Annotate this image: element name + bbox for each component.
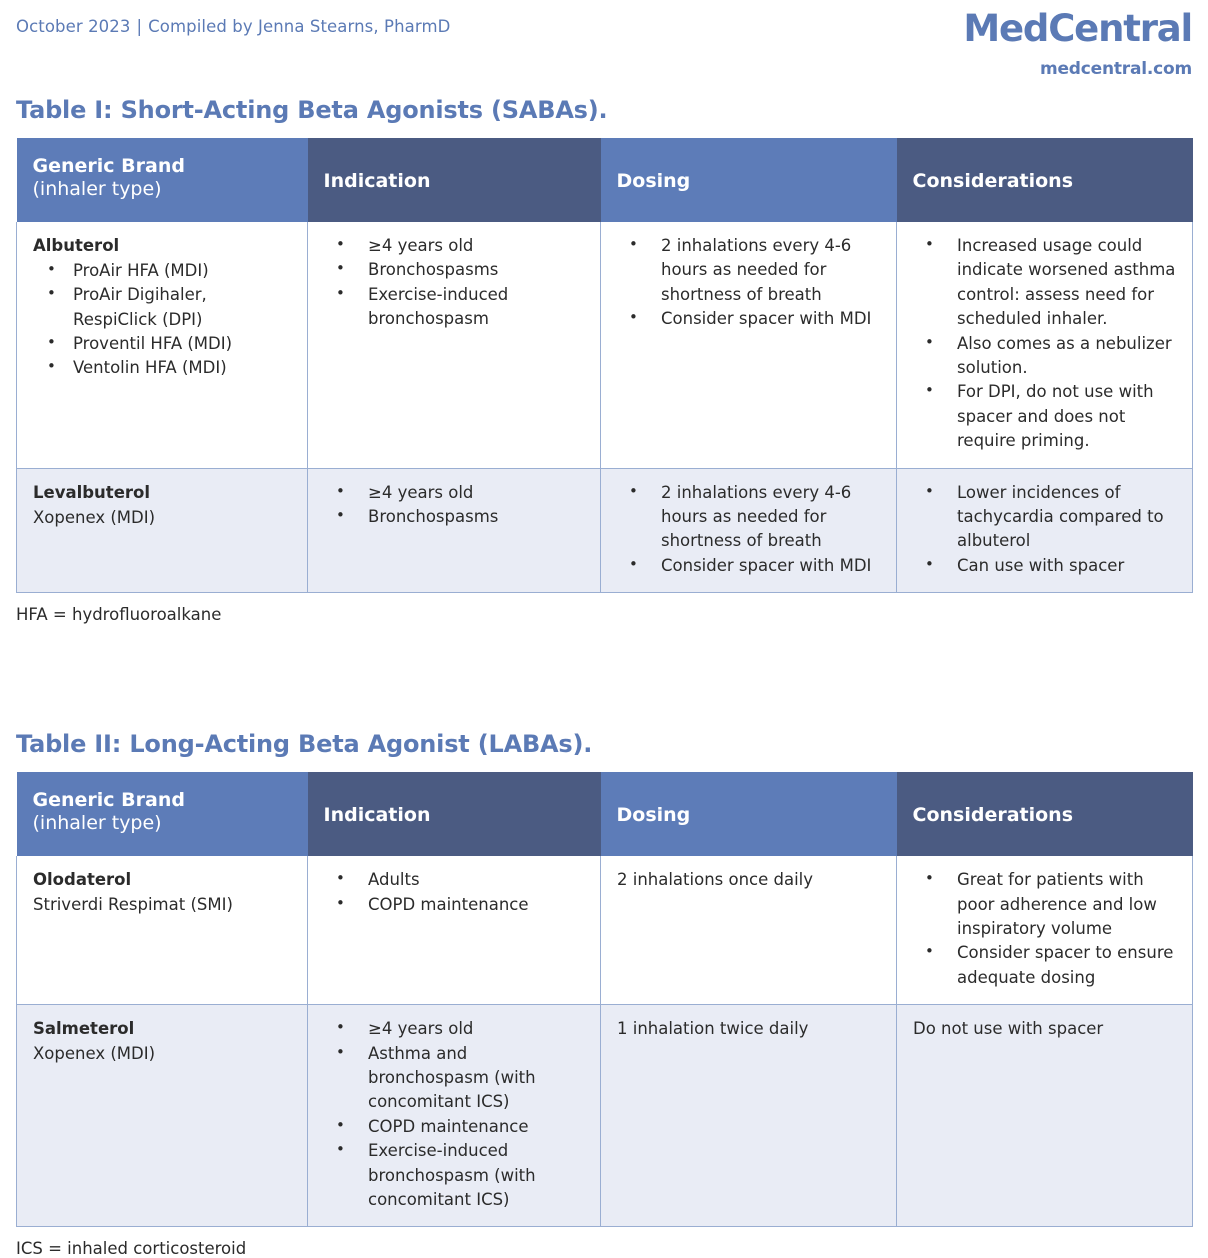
list-item: • Ventolin HFA (MDI)	[33, 356, 293, 380]
column-header-indication	[308, 772, 601, 856]
cell-generic-brand	[17, 222, 308, 468]
list-item: • 2 inhalations every 4-6 hours as needed for shortness of breath	[617, 481, 882, 554]
column-header-label: Considerations	[912, 170, 1074, 192]
dosing-list	[617, 481, 882, 579]
list-item: • COPD maintenance	[324, 893, 586, 917]
cell-indication	[308, 222, 601, 468]
table-row	[17, 468, 1193, 593]
indication-list	[324, 868, 586, 917]
list-item: • Increased usage could indicate worsened asthma control: assess need for scheduled inhaler.	[913, 234, 1178, 332]
cell-considerations	[897, 1005, 1193, 1227]
list-item: • COPD maintenance	[324, 1115, 586, 1139]
list-item: • Exercise-induced bronchospasm (with concomitant ICS)	[324, 1139, 586, 1212]
section-table-1	[0, 96, 1208, 624]
medcentral-logo: MedCentral	[963, 7, 1192, 50]
table-row	[17, 222, 1193, 468]
list-item: • Asthma and bronchospasm (with concomitant ICS)	[324, 1042, 586, 1115]
list-item: • Also comes as a nebulizer solution.	[913, 332, 1178, 381]
table-2	[16, 772, 1193, 1227]
column-header-label: Indication	[323, 170, 431, 192]
drug-generic-name: Olodaterol	[33, 870, 132, 890]
column-header-generic-brand	[17, 138, 308, 222]
list-item: • ProAir Digihaler, RespiClick (DPI)	[33, 283, 293, 332]
indication-list	[324, 234, 586, 332]
column-header-dosing	[601, 772, 897, 856]
table-1-title: Table I: Short-Acting Beta Agonists (SABAs).	[16, 96, 608, 124]
drug-generic-name: Levalbuterol	[33, 482, 151, 502]
cell-indication	[308, 1005, 601, 1227]
table-2-footnote: ICS = inhaled corticosteroid	[16, 1239, 247, 1258]
considerations-text: Do not use with spacer	[913, 1019, 1104, 1039]
list-item: • Lower incidences of tachycardia compared to albuterol	[913, 481, 1178, 554]
page-header	[0, 0, 1208, 96]
column-header-label: Dosing	[616, 804, 691, 827]
column-header-label: Dosing	[616, 170, 691, 192]
column-header-indication	[308, 138, 601, 222]
list-item: • Consider spacer with MDI	[617, 554, 882, 578]
table-2-header-row	[17, 772, 1193, 856]
list-item: • 2 inhalations every 4-6 hours as needed for shortness of breath	[617, 234, 882, 307]
cell-considerations	[897, 856, 1193, 1005]
list-item: • Can use with spacer	[913, 554, 1178, 578]
byline-separator: |	[136, 17, 143, 36]
cell-dosing	[601, 468, 897, 593]
list-item: • ≥4 years old	[324, 234, 586, 258]
cell-considerations	[897, 222, 1193, 468]
cell-dosing	[601, 222, 897, 468]
brand-block	[963, 7, 1192, 79]
table-1-footnote: HFA = hydrofluoroalkane	[16, 605, 222, 625]
column-header-considerations	[897, 138, 1193, 222]
cell-dosing	[601, 856, 897, 1005]
column-header-label: Generic Brand	[32, 155, 185, 177]
drug-brand-name: Xopenex (MDI)	[33, 507, 156, 527]
list-item: • ProAir HFA (MDI)	[33, 259, 293, 283]
considerations-list	[913, 481, 1178, 579]
drug-brand-name: Striverdi Respimat (SMI)	[33, 895, 233, 915]
list-item: • ≥4 years old	[324, 481, 586, 505]
indication-list	[324, 481, 586, 530]
list-item: • Proventil HFA (MDI)	[33, 332, 293, 356]
list-item: • Bronchospasms	[324, 505, 586, 529]
brand-list	[33, 259, 293, 381]
table-2-title: Table II: Long-Acting Beta Agonist (LABAs).	[16, 730, 593, 759]
table-1	[16, 138, 1193, 593]
table-row	[17, 1005, 1193, 1227]
drug-generic-name: Salmeterol	[33, 1019, 135, 1039]
column-header-label: Indication	[323, 804, 431, 827]
list-item: • For DPI, do not use with spacer and does not require priming.	[913, 380, 1178, 453]
indication-list	[324, 1017, 586, 1212]
list-item: • Consider spacer with MDI	[617, 307, 882, 331]
dosing-list	[617, 234, 882, 332]
cell-indication	[308, 856, 601, 1005]
table-row	[17, 856, 1193, 1005]
drug-generic-name: Albuterol	[33, 235, 120, 255]
column-header-sublabel: (inhaler type)	[32, 812, 162, 835]
cell-generic-brand	[17, 856, 308, 1005]
brand-website-link[interactable]: medcentral.com	[1039, 58, 1192, 79]
drug-brand-name: Xopenex (MDI)	[33, 1044, 156, 1064]
section-spacer	[0, 624, 1208, 730]
list-item: • Adults	[324, 868, 586, 892]
byline	[16, 17, 450, 36]
dosing-text: 2 inhalations once daily	[617, 870, 814, 890]
section-table-2	[0, 730, 1208, 1258]
cell-generic-brand	[17, 1005, 308, 1227]
list-item: • Bronchospasms	[324, 258, 586, 282]
list-item: • Consider spacer to ensure adequate dosing	[913, 941, 1178, 990]
list-item: • Exercise-induced bronchospasm	[324, 283, 586, 332]
table-1-header-row	[17, 138, 1193, 222]
column-header-label: Generic Brand	[32, 789, 185, 812]
column-header-considerations	[897, 772, 1193, 856]
list-item: • Great for patients with poor adherence and low inspiratory volume	[913, 868, 1178, 941]
cell-considerations	[897, 468, 1193, 593]
publication-date: October 2023	[16, 17, 131, 36]
compiled-by: Compiled by Jenna Stearns, PharmD	[148, 17, 451, 36]
column-header-label: Considerations	[912, 804, 1074, 827]
column-header-generic-brand	[17, 772, 308, 856]
column-header-sublabel: (inhaler type)	[32, 178, 162, 201]
cell-generic-brand	[17, 468, 308, 593]
considerations-list	[913, 234, 1178, 454]
list-item: • ≥4 years old	[324, 1017, 586, 1041]
dosing-text: 1 inhalation twice daily	[617, 1019, 809, 1039]
considerations-list	[913, 868, 1178, 990]
cell-indication	[308, 468, 601, 593]
cell-dosing	[601, 1005, 897, 1227]
column-header-dosing	[601, 138, 897, 222]
